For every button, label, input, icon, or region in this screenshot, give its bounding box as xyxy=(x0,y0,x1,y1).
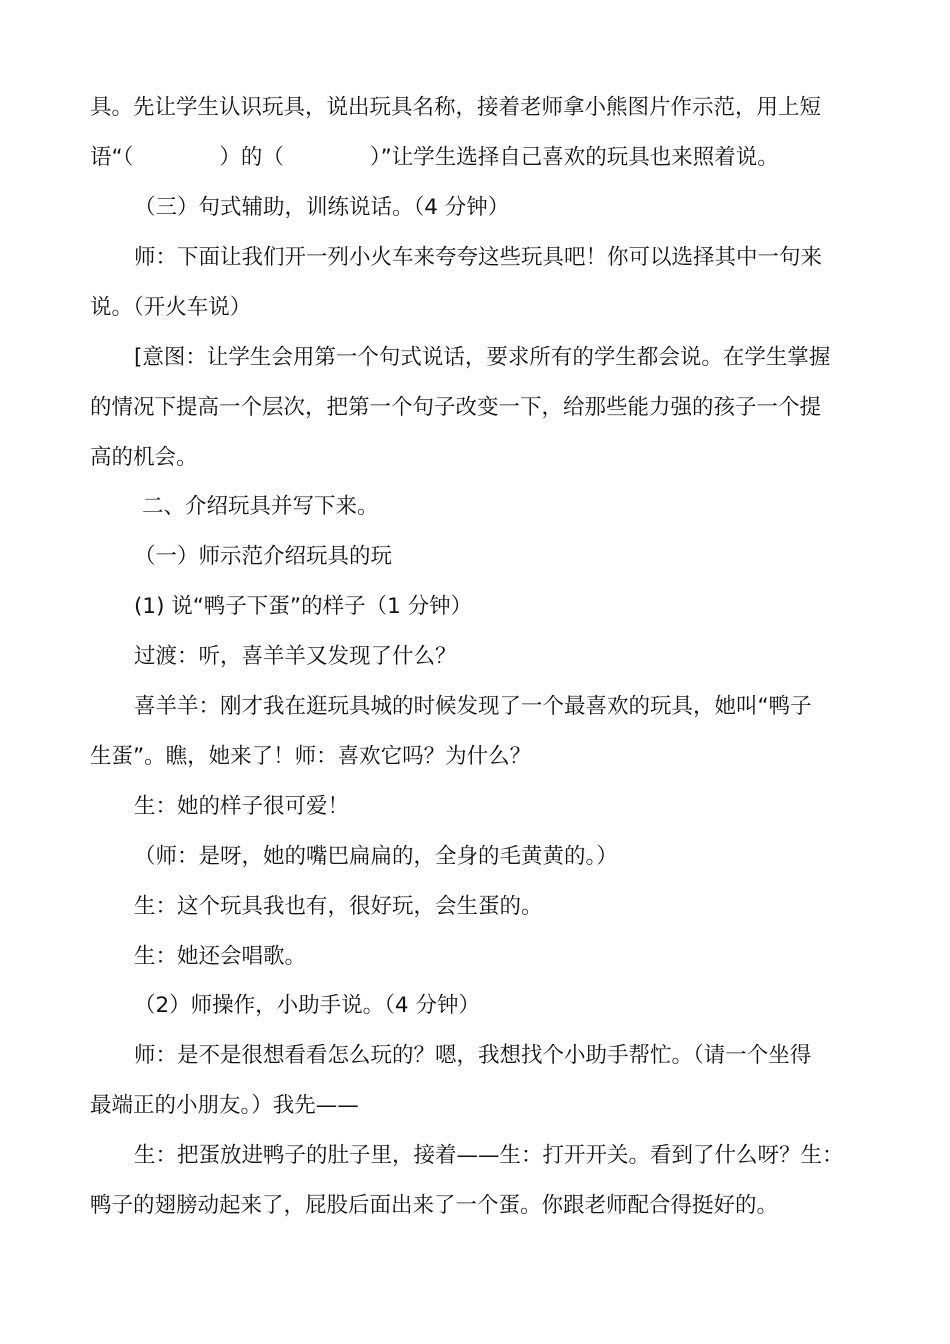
paragraph-line: 生：把蛋放进鸭子的肚子里，接着——生：打开开关。看到了什么呀？生： xyxy=(134,1143,844,1168)
paragraph-line: [意图：让学生会用第一个句式说话，要求所有的学生都会说。在学生掌握 xyxy=(134,345,831,370)
section-heading: （2）师操作，小助手说。（4 分钟） xyxy=(134,993,480,1018)
paragraph-line: 生：她的样子很可爱！ xyxy=(134,794,350,819)
paragraph-line: 最端正的小朋友。）我先—— xyxy=(90,1093,359,1118)
paragraph-line: 喜羊羊：刚才我在逛玩具城的时候发现了一个最喜欢的玩具，她叫“鸭子 xyxy=(134,694,812,719)
paragraph-line: 生：这个玩具我也有，很好玩，会生蛋的。 xyxy=(134,894,543,919)
paragraph-line: 语“（ ）的（ ）”让学生选择自己喜欢的玩具也来照着说。 xyxy=(90,145,779,170)
paragraph-line: 师：下面让我们开一列小火车来夸夸这些玩具吧！你可以选择其中一句来 xyxy=(134,245,823,270)
paragraph-line: 生蛋”。瞧，她来了！师：喜欢它吗？为什么？ xyxy=(90,744,532,769)
paragraph-line: 说。（开火车说） xyxy=(90,295,252,320)
paragraph-line: 鸭子的翅膀动起来了，屁股后面出来了一个蛋。你跟老师配合得挺好的。 xyxy=(90,1193,779,1218)
paragraph-line: 具。先让学生认识玩具，说出玩具名称，接着老师拿小熊图片作示范，用上短 xyxy=(90,95,822,120)
paragraph-line: 师：是不是很想看看怎么玩的？嗯，我想找个小助手帮忙。（请一个坐得 xyxy=(134,1043,812,1068)
section-heading: （一）师示范介绍玩具的玩 xyxy=(134,544,393,569)
section-heading: （三）句式辅助，训练说话。（4 分钟） xyxy=(134,195,510,220)
paragraph-line: 生：她还会唱歌。 xyxy=(134,944,307,969)
section-heading: 二、介绍玩具并写下来。 xyxy=(142,494,379,519)
paragraph-line: 过渡：听，喜羊羊又发现了什么？ xyxy=(134,644,457,669)
paragraph-line: 的情况下提高一个层次，把第一个句子改变一下，给那些能力强的孩子一个提 xyxy=(90,395,822,420)
paragraph-line: 高的机会。 xyxy=(90,445,198,470)
section-heading: (1) 说“鸭子下蛋”的样子（1 分钟） xyxy=(134,594,473,619)
paragraph-line: （师：是呀，她的嘴巴扁扁的，全身的毛黄黄的。） xyxy=(134,844,618,869)
